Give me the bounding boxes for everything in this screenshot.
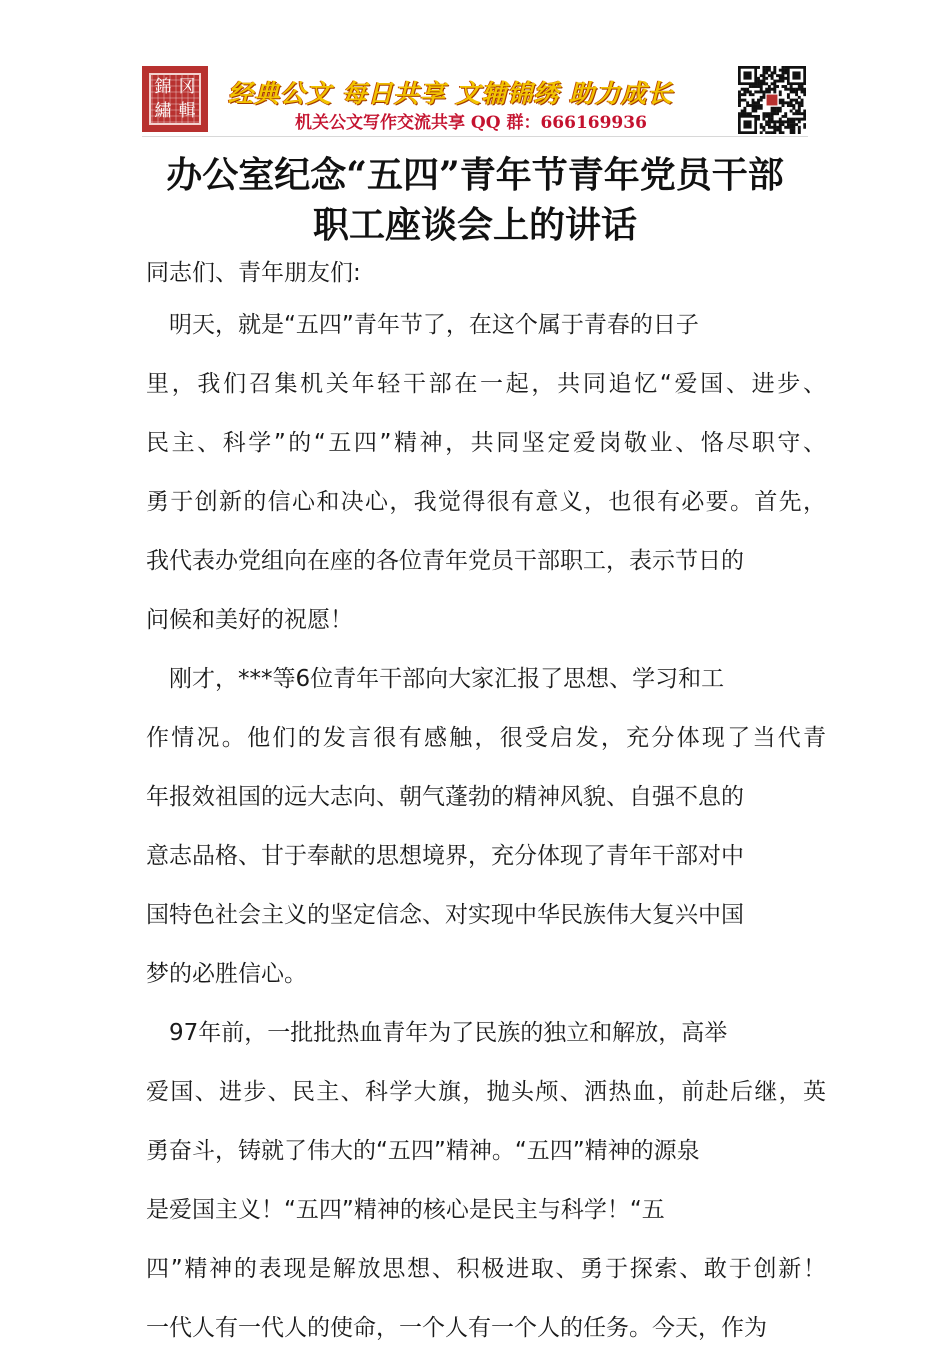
body-line: 问候和美好的祝愿！ — [146, 607, 353, 633]
seal-char: 繡 — [154, 100, 172, 121]
seal-char: 冈 — [178, 76, 196, 97]
body-line: 年报效祖国的远大志向、朝气蓬勃的精神风貌、自强不息的 — [146, 784, 744, 810]
header-banner — [0, 0, 950, 140]
title-line-1: 办公室纪念“五四”青年节青年党员干部 — [166, 154, 784, 196]
header-divider — [142, 136, 808, 137]
body-line: 我代表办党组向在座的各位青年党员干部职工，表示节日的 — [146, 548, 744, 574]
seal-char: 輯 — [178, 100, 196, 121]
header-slogan: 经典公文 每日共享 文辅锦绣 助力成长 — [228, 79, 674, 108]
document-body — [146, 258, 826, 1358]
body-line: 是爱国主义！“五四”精神的核心是民主与科学！“五 — [146, 1197, 665, 1223]
body-line: 97年前，一批批热血青年为了民族的独立和解放，高举 — [146, 1020, 728, 1046]
body-line: 民主、科学”的“五四”精神，共同坚定爱岗敬业、恪尽职守、 — [146, 430, 826, 456]
body-line: 爱国、进步、民主、科学大旗，抛头颅、洒热血，前赴后继，英 — [146, 1079, 826, 1105]
seal-logo — [142, 66, 208, 132]
body-line: 勇奋斗，铸就了伟大的“五四”精神。“五四”精神的源泉 — [146, 1138, 700, 1164]
body-line: 里，我们召集机关年轻干部在一起，共同追忆“爱国、进步、 — [146, 371, 826, 397]
body-line: 作情况。他们的发言很有感触，很受启发，充分体现了当代青 — [146, 725, 826, 751]
salutation: 同志们、青年朋友们: — [146, 260, 361, 286]
body-line: 意志品格、甘于奉献的思想境界，充分体现了青年干部对中 — [146, 843, 744, 869]
body-line: 刚才，***等6位青年干部向大家汇报了思想、学习和工 — [146, 666, 725, 692]
title-line-2: 职工座谈会上的讲话 — [312, 204, 637, 246]
body-line: 勇于创新的信心和决心，我觉得很有意义，也很有必要。首先， — [146, 489, 826, 515]
body-line: 一代人有一代人的使命，一个人有一个人的任务。今天，作为 — [146, 1315, 767, 1341]
body-line: 国特色社会主义的坚定信念、对实现中华民族伟大复兴中国 — [146, 902, 744, 928]
document-title — [90, 150, 860, 250]
qr-code-icon — [738, 66, 806, 134]
body-line: 梦的必胜信心。 — [146, 961, 307, 987]
body-line: 明天，就是“五四”青年节了，在这个属于青春的日子 — [146, 312, 699, 338]
qq-group-line: 机关公文写作交流共享 QQ 群：666169936 — [295, 113, 647, 133]
seal-characters — [149, 73, 201, 125]
seal-char: 錦 — [154, 76, 172, 97]
body-line: 四”精神的表现是解放思想、积极进取、勇于探索、敢于创新！ — [146, 1256, 826, 1282]
